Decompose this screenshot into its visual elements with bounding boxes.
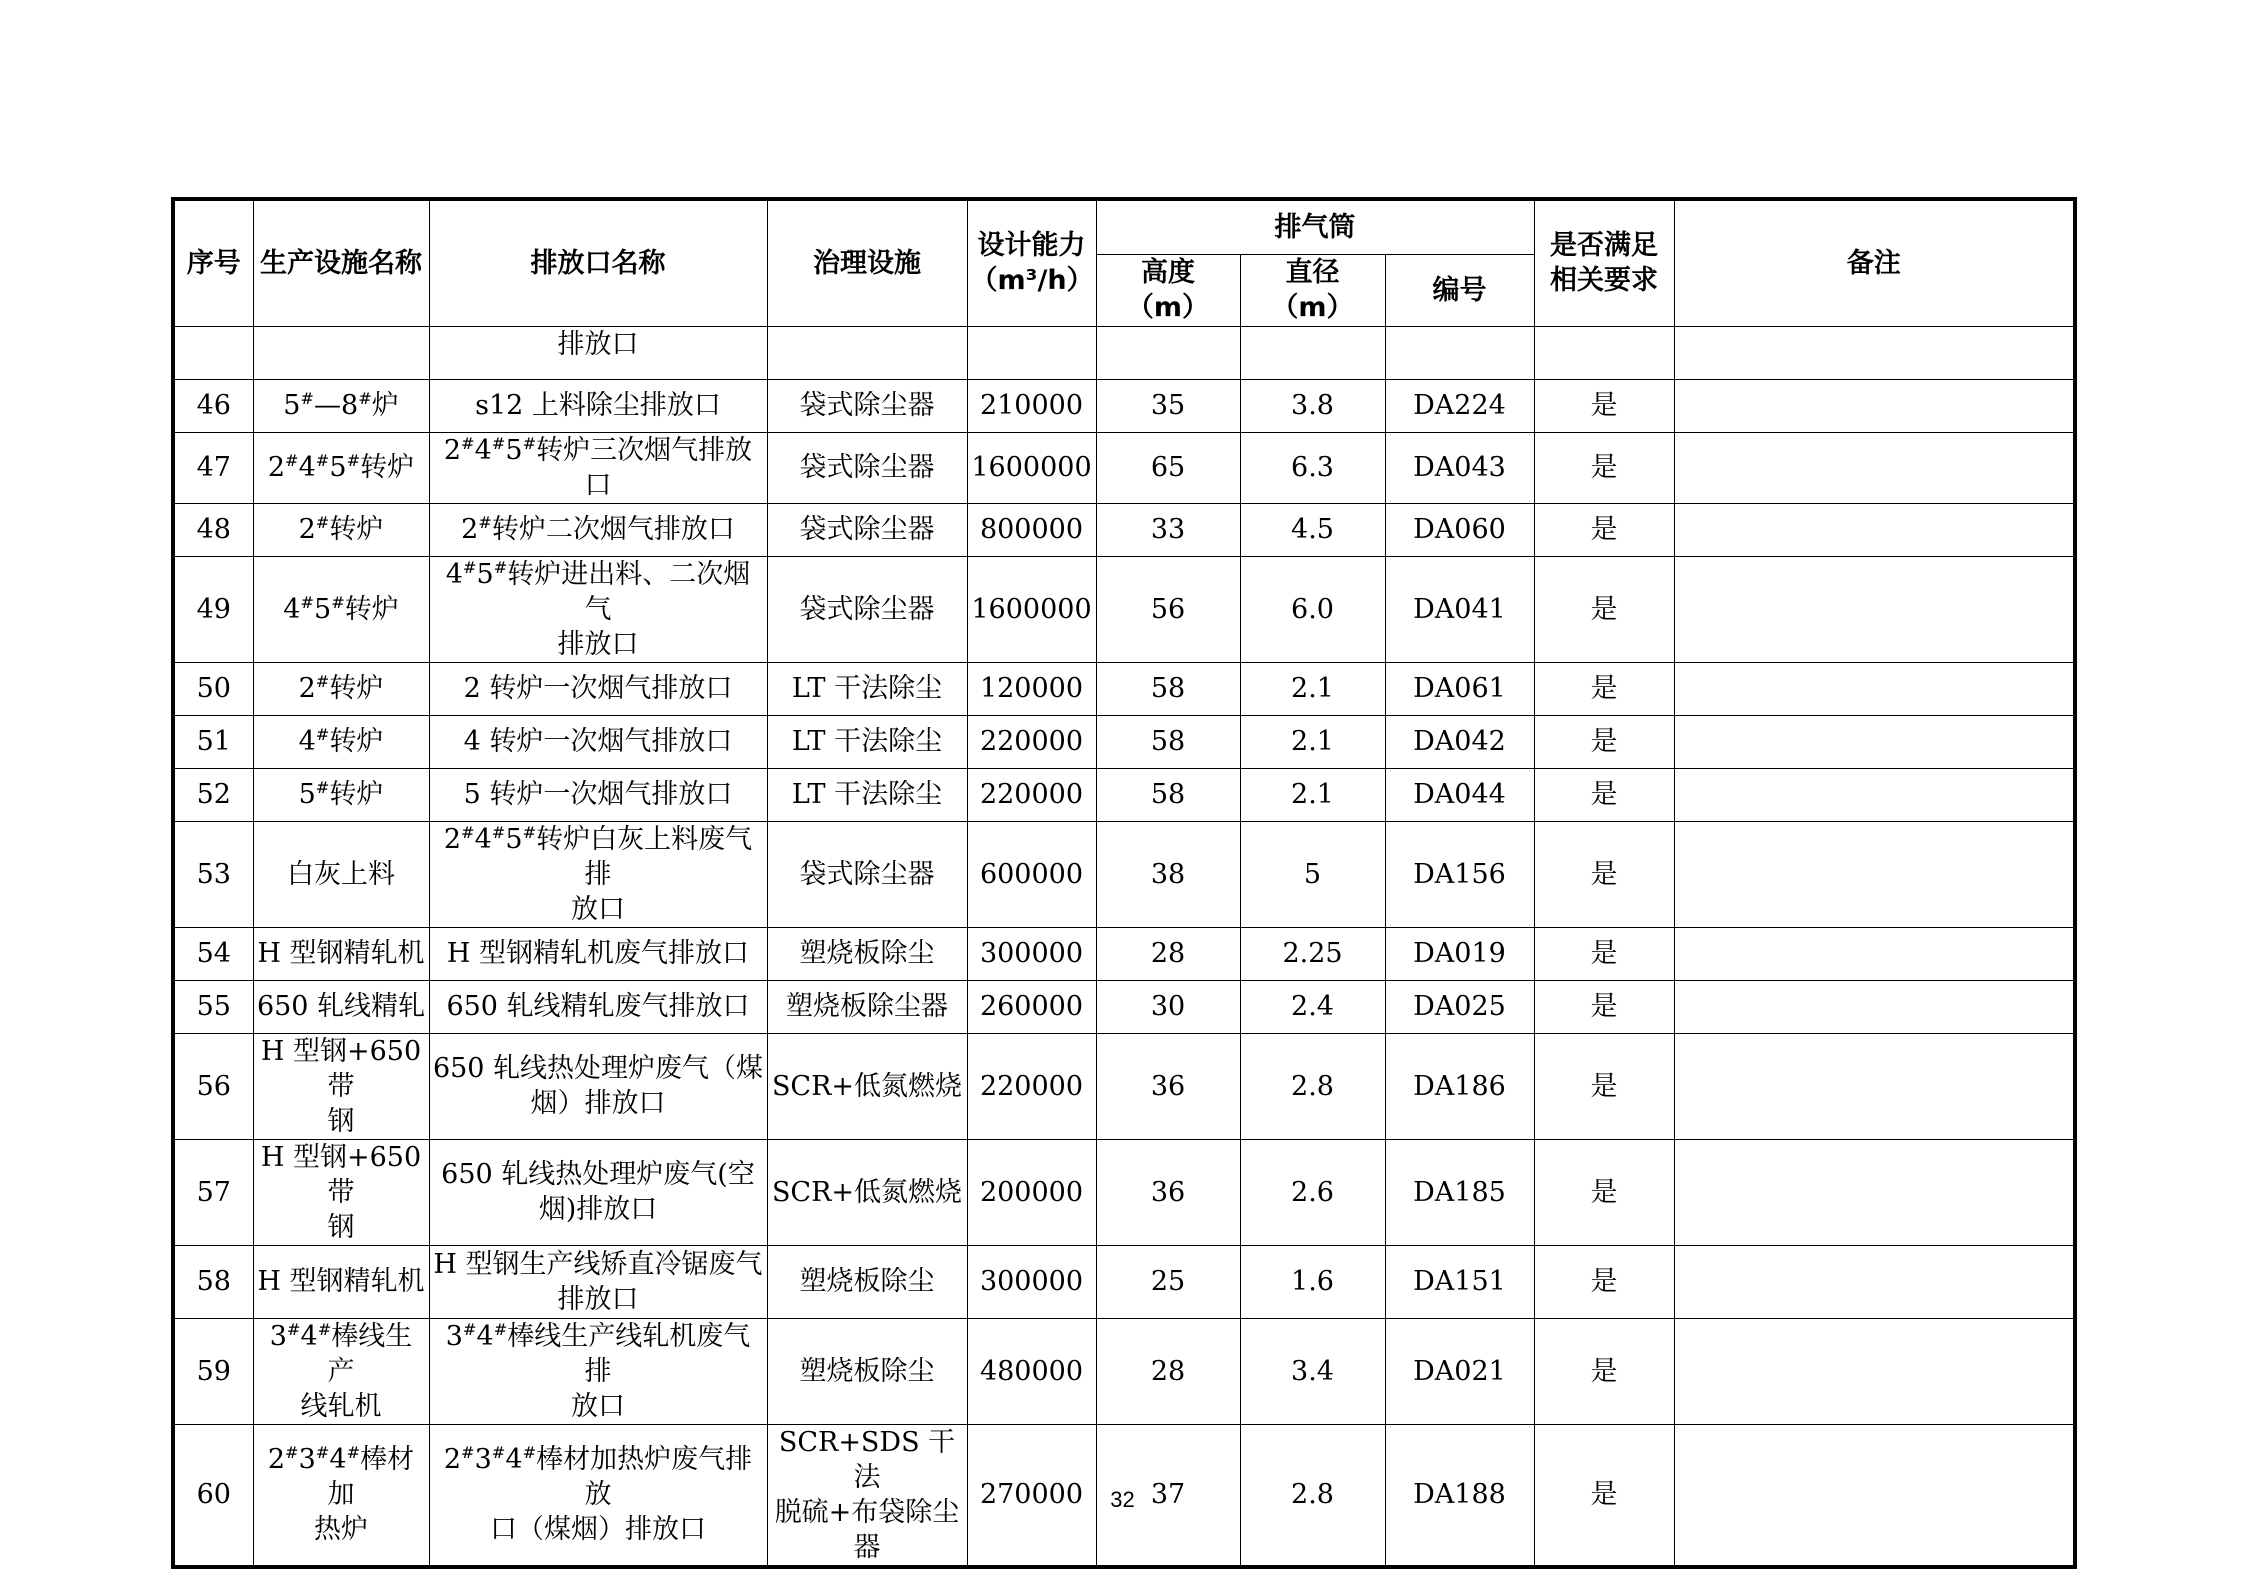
cell-meets: 是 <box>1534 715 1674 768</box>
cell-diameter <box>1240 326 1385 379</box>
cell-code: DA041 <box>1385 556 1534 662</box>
continuation-row <box>173 326 2075 379</box>
cell-facility: 4#转炉 <box>253 715 429 768</box>
table-row <box>173 1033 2075 1139</box>
cell-code <box>1385 326 1534 379</box>
cell-treatment: 袋式除尘器 <box>767 432 967 503</box>
cell-outlet: 2#3#4#棒材加热炉废气排放 口（煤烟）排放口 <box>429 1424 767 1567</box>
table-row <box>173 1245 2075 1318</box>
cell-height: 38 <box>1096 821 1240 927</box>
cell-meets: 是 <box>1534 503 1674 556</box>
cell-diameter: 2.6 <box>1240 1139 1385 1245</box>
cell-seq <box>173 326 253 379</box>
cell-code: DA060 <box>1385 503 1534 556</box>
cell-outlet: 2#4#5#转炉三次烟气排放口 <box>429 432 767 503</box>
header-stack: 排气筒 <box>1096 199 1534 254</box>
cell-remarks <box>1674 768 2075 821</box>
cell-outlet: 4#5#转炉进出料、二次烟气 排放口 <box>429 556 767 662</box>
cell-capacity: 300000 <box>967 927 1096 980</box>
cell-code: DA044 <box>1385 768 1534 821</box>
cell-meets: 是 <box>1534 1245 1674 1318</box>
cell-meets: 是 <box>1534 927 1674 980</box>
cell-seq: 55 <box>173 980 253 1033</box>
number-sign-superscript: # <box>478 513 492 532</box>
cell-facility: H 型钢+650 带 钢 <box>253 1033 429 1139</box>
cell-seq: 49 <box>173 556 253 662</box>
cell-remarks <box>1674 379 2075 432</box>
cell-outlet: 2#4#5#转炉白灰上料废气排 放口 <box>429 821 767 927</box>
cell-remarks <box>1674 503 2075 556</box>
cell-capacity: 1600000 <box>967 556 1096 662</box>
number-sign-superscript: # <box>315 725 330 744</box>
table-row <box>173 715 2075 768</box>
header-meets-line1: 是否满足 <box>1550 230 1659 262</box>
cell-code: DA061 <box>1385 662 1534 715</box>
number-sign-superscript: # <box>315 778 330 797</box>
cell-outlet: 2 转炉一次烟气排放口 <box>429 662 767 715</box>
cell-facility: 4#5#转炉 <box>253 556 429 662</box>
cell-capacity: 300000 <box>967 1245 1096 1318</box>
cell-treatment: 塑烧板除尘器 <box>767 980 967 1033</box>
cell-outlet: 4 转炉一次烟气排放口 <box>429 715 767 768</box>
cell-capacity: 220000 <box>967 715 1096 768</box>
header-diameter-label: 直径 <box>1285 257 1340 288</box>
cell-diameter: 2.1 <box>1240 662 1385 715</box>
cell-diameter: 2.4 <box>1240 980 1385 1033</box>
number-sign-superscript: # <box>522 1443 537 1462</box>
header-meets <box>1534 199 1674 326</box>
table-row <box>173 1139 2075 1245</box>
cell-height: 37 <box>1096 1424 1240 1567</box>
cell-meets: 是 <box>1534 1318 1674 1424</box>
number-sign-superscript: # <box>285 451 299 470</box>
cell-capacity: 260000 <box>967 980 1096 1033</box>
cell-height: 25 <box>1096 1245 1240 1318</box>
cell-height: 33 <box>1096 503 1240 556</box>
cell-code: DA224 <box>1385 379 1534 432</box>
cell-remarks <box>1674 1245 2075 1318</box>
cell-capacity: 270000 <box>967 1424 1096 1567</box>
cell-height: 58 <box>1096 662 1240 715</box>
cell-seq: 54 <box>173 927 253 980</box>
number-sign-superscript: # <box>493 1319 508 1339</box>
number-sign-superscript: # <box>286 1319 301 1339</box>
cell-height: 58 <box>1096 715 1240 768</box>
cell-capacity: 600000 <box>967 821 1096 927</box>
cell-treatment: SCR+低氮燃烧 <box>767 1139 967 1245</box>
number-sign-superscript: # <box>462 557 477 577</box>
cell-treatment: 袋式除尘器 <box>767 503 967 556</box>
cell-seq: 48 <box>173 503 253 556</box>
number-sign-superscript: # <box>358 389 372 408</box>
cell-treatment: SCR+低氮燃烧 <box>767 1033 967 1139</box>
cell-treatment: 塑烧板除尘 <box>767 1318 967 1424</box>
cell-diameter: 6.3 <box>1240 432 1385 503</box>
cell-treatment: LT 干法除尘 <box>767 715 967 768</box>
table-body <box>173 326 2075 1567</box>
cell-outlet <box>429 326 767 379</box>
cell-diameter: 3.8 <box>1240 379 1385 432</box>
cell-code: DA019 <box>1385 927 1534 980</box>
cell-facility: 2#3#4#棒材加 热炉 <box>253 1424 429 1567</box>
number-sign-superscript: # <box>522 433 537 453</box>
cell-diameter: 5 <box>1240 821 1385 927</box>
cell-capacity: 220000 <box>967 768 1096 821</box>
header-capacity <box>967 199 1096 326</box>
cell-treatment: 袋式除尘器 <box>767 379 967 432</box>
cell-height: 28 <box>1096 927 1240 980</box>
number-sign-superscript: # <box>300 389 314 408</box>
cell-seq: 47 <box>173 432 253 503</box>
number-sign-superscript: # <box>346 1443 361 1462</box>
cell-seq: 59 <box>173 1318 253 1424</box>
number-sign-superscript: # <box>315 1443 330 1462</box>
cell-outlet: H 型钢精轧机废气排放口 <box>429 927 767 980</box>
cell-outlet: s12 上料除尘排放口 <box>429 379 767 432</box>
number-sign-superscript: # <box>491 433 506 453</box>
number-sign-superscript: # <box>315 513 330 532</box>
cell-diameter: 3.4 <box>1240 1318 1385 1424</box>
header-capacity-label: 设计能力 <box>977 230 1086 262</box>
cell-outlet: 650 轧线热处理炉废气(空 烟)排放口 <box>429 1139 767 1245</box>
number-sign-superscript: # <box>462 1319 477 1339</box>
table-row <box>173 379 2075 432</box>
cell-meets: 是 <box>1534 1033 1674 1139</box>
cell-height: 36 <box>1096 1139 1240 1245</box>
cell-meets: 是 <box>1534 379 1674 432</box>
cell-meets: 是 <box>1534 662 1674 715</box>
cell-seq: 53 <box>173 821 253 927</box>
cell-treatment: LT 干法除尘 <box>767 662 967 715</box>
table-header <box>173 199 2075 326</box>
cell-treatment: LT 干法除尘 <box>767 768 967 821</box>
cell-diameter: 2.8 <box>1240 1033 1385 1139</box>
number-sign-superscript: # <box>491 1443 506 1462</box>
cell-facility: 2#转炉 <box>253 503 429 556</box>
cell-outlet: 650 轧线热处理炉废气（煤 烟）排放口 <box>429 1033 767 1139</box>
cell-treatment <box>767 326 967 379</box>
cell-meets: 是 <box>1534 1424 1674 1567</box>
table-row <box>173 927 2075 980</box>
cell-diameter: 2.25 <box>1240 927 1385 980</box>
cell-remarks <box>1674 1139 2075 1245</box>
cell-remarks <box>1674 556 2075 662</box>
cell-code: DA186 <box>1385 1033 1534 1139</box>
cell-diameter: 1.6 <box>1240 1245 1385 1318</box>
cell-height: 30 <box>1096 980 1240 1033</box>
number-sign-superscript: # <box>315 451 330 470</box>
number-sign-superscript: # <box>331 592 345 612</box>
cell-remarks <box>1674 927 2075 980</box>
number-sign-superscript: # <box>346 451 361 470</box>
cell-seq: 52 <box>173 768 253 821</box>
header-seq: 序号 <box>173 199 253 326</box>
header-capacity-unit: （m³/h） <box>970 265 1094 297</box>
table-row <box>173 662 2075 715</box>
cell-treatment: 袋式除尘器 <box>767 556 967 662</box>
cell-meets: 是 <box>1534 980 1674 1033</box>
cell-facility: 5#转炉 <box>253 768 429 821</box>
header-meets-line2: 相关要求 <box>1550 265 1659 297</box>
cell-outlet: H 型钢生产线矫直冷锯废气 排放口 <box>429 1245 767 1318</box>
cell-code: DA025 <box>1385 980 1534 1033</box>
number-sign-superscript: # <box>461 433 475 453</box>
cell-meets: 是 <box>1534 1139 1674 1245</box>
cell-facility: 白灰上料 <box>253 821 429 927</box>
cell-meets <box>1534 326 1674 379</box>
header-facility: 生产设施名称 <box>253 199 429 326</box>
header-remarks: 备注 <box>1674 199 2075 326</box>
cell-diameter: 2.1 <box>1240 768 1385 821</box>
cell-facility: 2#4#5#转炉 <box>253 432 429 503</box>
number-sign-superscript: # <box>315 672 330 691</box>
header-height-label: 高度 <box>1141 257 1195 288</box>
cell-diameter: 2.1 <box>1240 715 1385 768</box>
cell-facility: 5#—8#炉 <box>253 379 429 432</box>
cell-code: DA185 <box>1385 1139 1534 1245</box>
cell-code: DA043 <box>1385 432 1534 503</box>
cell-meets: 是 <box>1534 556 1674 662</box>
table-row <box>173 432 2075 503</box>
header-outlet: 排放口名称 <box>429 199 767 326</box>
number-sign-superscript: # <box>461 822 475 842</box>
cell-code: DA156 <box>1385 821 1534 927</box>
cell-outlet: 5 转炉一次烟气排放口 <box>429 768 767 821</box>
cell-seq: 46 <box>173 379 253 432</box>
cell-height: 35 <box>1096 379 1240 432</box>
cell-outlet: 650 轧线精轧废气排放口 <box>429 980 767 1033</box>
cell-remarks <box>1674 821 2075 927</box>
cell-capacity: 210000 <box>967 379 1096 432</box>
cell-facility <box>253 326 429 379</box>
cell-facility: H 型钢精轧机 <box>253 1245 429 1318</box>
cell-code: DA188 <box>1385 1424 1534 1567</box>
cell-height: 65 <box>1096 432 1240 503</box>
cell-capacity: 200000 <box>967 1139 1096 1245</box>
cell-height: 28 <box>1096 1318 1240 1424</box>
emission-outlet-table <box>171 197 2077 1569</box>
table-row <box>173 1318 2075 1424</box>
number-sign-superscript: # <box>461 1443 475 1462</box>
cell-seq: 56 <box>173 1033 253 1139</box>
cell-remarks <box>1674 1318 2075 1424</box>
cell-capacity: 120000 <box>967 662 1096 715</box>
number-sign-superscript: # <box>491 822 506 842</box>
cell-remarks <box>1674 1033 2075 1139</box>
header-height <box>1096 254 1240 326</box>
cell-diameter: 6.0 <box>1240 556 1385 662</box>
cell-height: 36 <box>1096 1033 1240 1139</box>
cell-height <box>1096 326 1240 379</box>
cell-diameter: 2.8 <box>1240 1424 1385 1567</box>
table-row <box>173 503 2075 556</box>
cell-seq: 50 <box>173 662 253 715</box>
cell-treatment: SCR+SDS 干法 脱硫+布袋除尘 器 <box>767 1424 967 1567</box>
cell-remarks <box>1674 432 2075 503</box>
cell-facility: 650 轧线精轧 <box>253 980 429 1033</box>
cell-treatment: 塑烧板除尘 <box>767 1245 967 1318</box>
table-row <box>173 556 2075 662</box>
table-row <box>173 768 2075 821</box>
number-sign-superscript: # <box>285 1443 299 1462</box>
cell-capacity: 220000 <box>967 1033 1096 1139</box>
cell-capacity <box>967 326 1096 379</box>
cell-outlet: 3#4#棒线生产线轧机废气排 放口 <box>429 1318 767 1424</box>
cell-code: DA151 <box>1385 1245 1534 1318</box>
cell-treatment: 塑烧板除尘 <box>767 927 967 980</box>
header-diameter-unit: （m） <box>1271 292 1354 323</box>
number-sign-superscript: # <box>317 1319 332 1339</box>
cell-meets: 是 <box>1534 768 1674 821</box>
cell-facility: 3#4#棒线生产 线轧机 <box>253 1318 429 1424</box>
cell-remarks <box>1674 662 2075 715</box>
cell-height: 58 <box>1096 768 1240 821</box>
cell-seq: 60 <box>173 1424 253 1567</box>
cell-facility: H 型钢+650 带 钢 <box>253 1139 429 1245</box>
continuation-outlet-text: 排放口 <box>557 328 639 360</box>
cell-meets: 是 <box>1534 432 1674 503</box>
cell-remarks <box>1674 326 2075 379</box>
cell-seq: 58 <box>173 1245 253 1318</box>
table-row <box>173 980 2075 1033</box>
number-sign-superscript: # <box>493 557 508 577</box>
cell-facility: 2#转炉 <box>253 662 429 715</box>
cell-treatment: 袋式除尘器 <box>767 821 967 927</box>
cell-remarks <box>1674 980 2075 1033</box>
cell-capacity: 800000 <box>967 503 1096 556</box>
cell-capacity: 1600000 <box>967 432 1096 503</box>
cell-outlet: 2#转炉二次烟气排放口 <box>429 503 767 556</box>
cell-remarks <box>1674 715 2075 768</box>
cell-capacity: 480000 <box>967 1318 1096 1424</box>
cell-seq: 51 <box>173 715 253 768</box>
number-sign-superscript: # <box>300 592 314 612</box>
number-sign-superscript: # <box>522 822 537 842</box>
page-number: 32 <box>1110 1487 1135 1512</box>
cell-facility: H 型钢精轧机 <box>253 927 429 980</box>
cell-code: DA021 <box>1385 1318 1534 1424</box>
cell-height: 56 <box>1096 556 1240 662</box>
header-diameter <box>1240 254 1385 326</box>
table-row <box>173 821 2075 927</box>
cell-seq: 57 <box>173 1139 253 1245</box>
cell-meets: 是 <box>1534 821 1674 927</box>
header-code: 编号 <box>1385 254 1534 326</box>
header-height-unit: （m） <box>1126 292 1210 323</box>
header-treatment: 治理设施 <box>767 199 967 326</box>
cell-diameter: 4.5 <box>1240 503 1385 556</box>
cell-code: DA042 <box>1385 715 1534 768</box>
